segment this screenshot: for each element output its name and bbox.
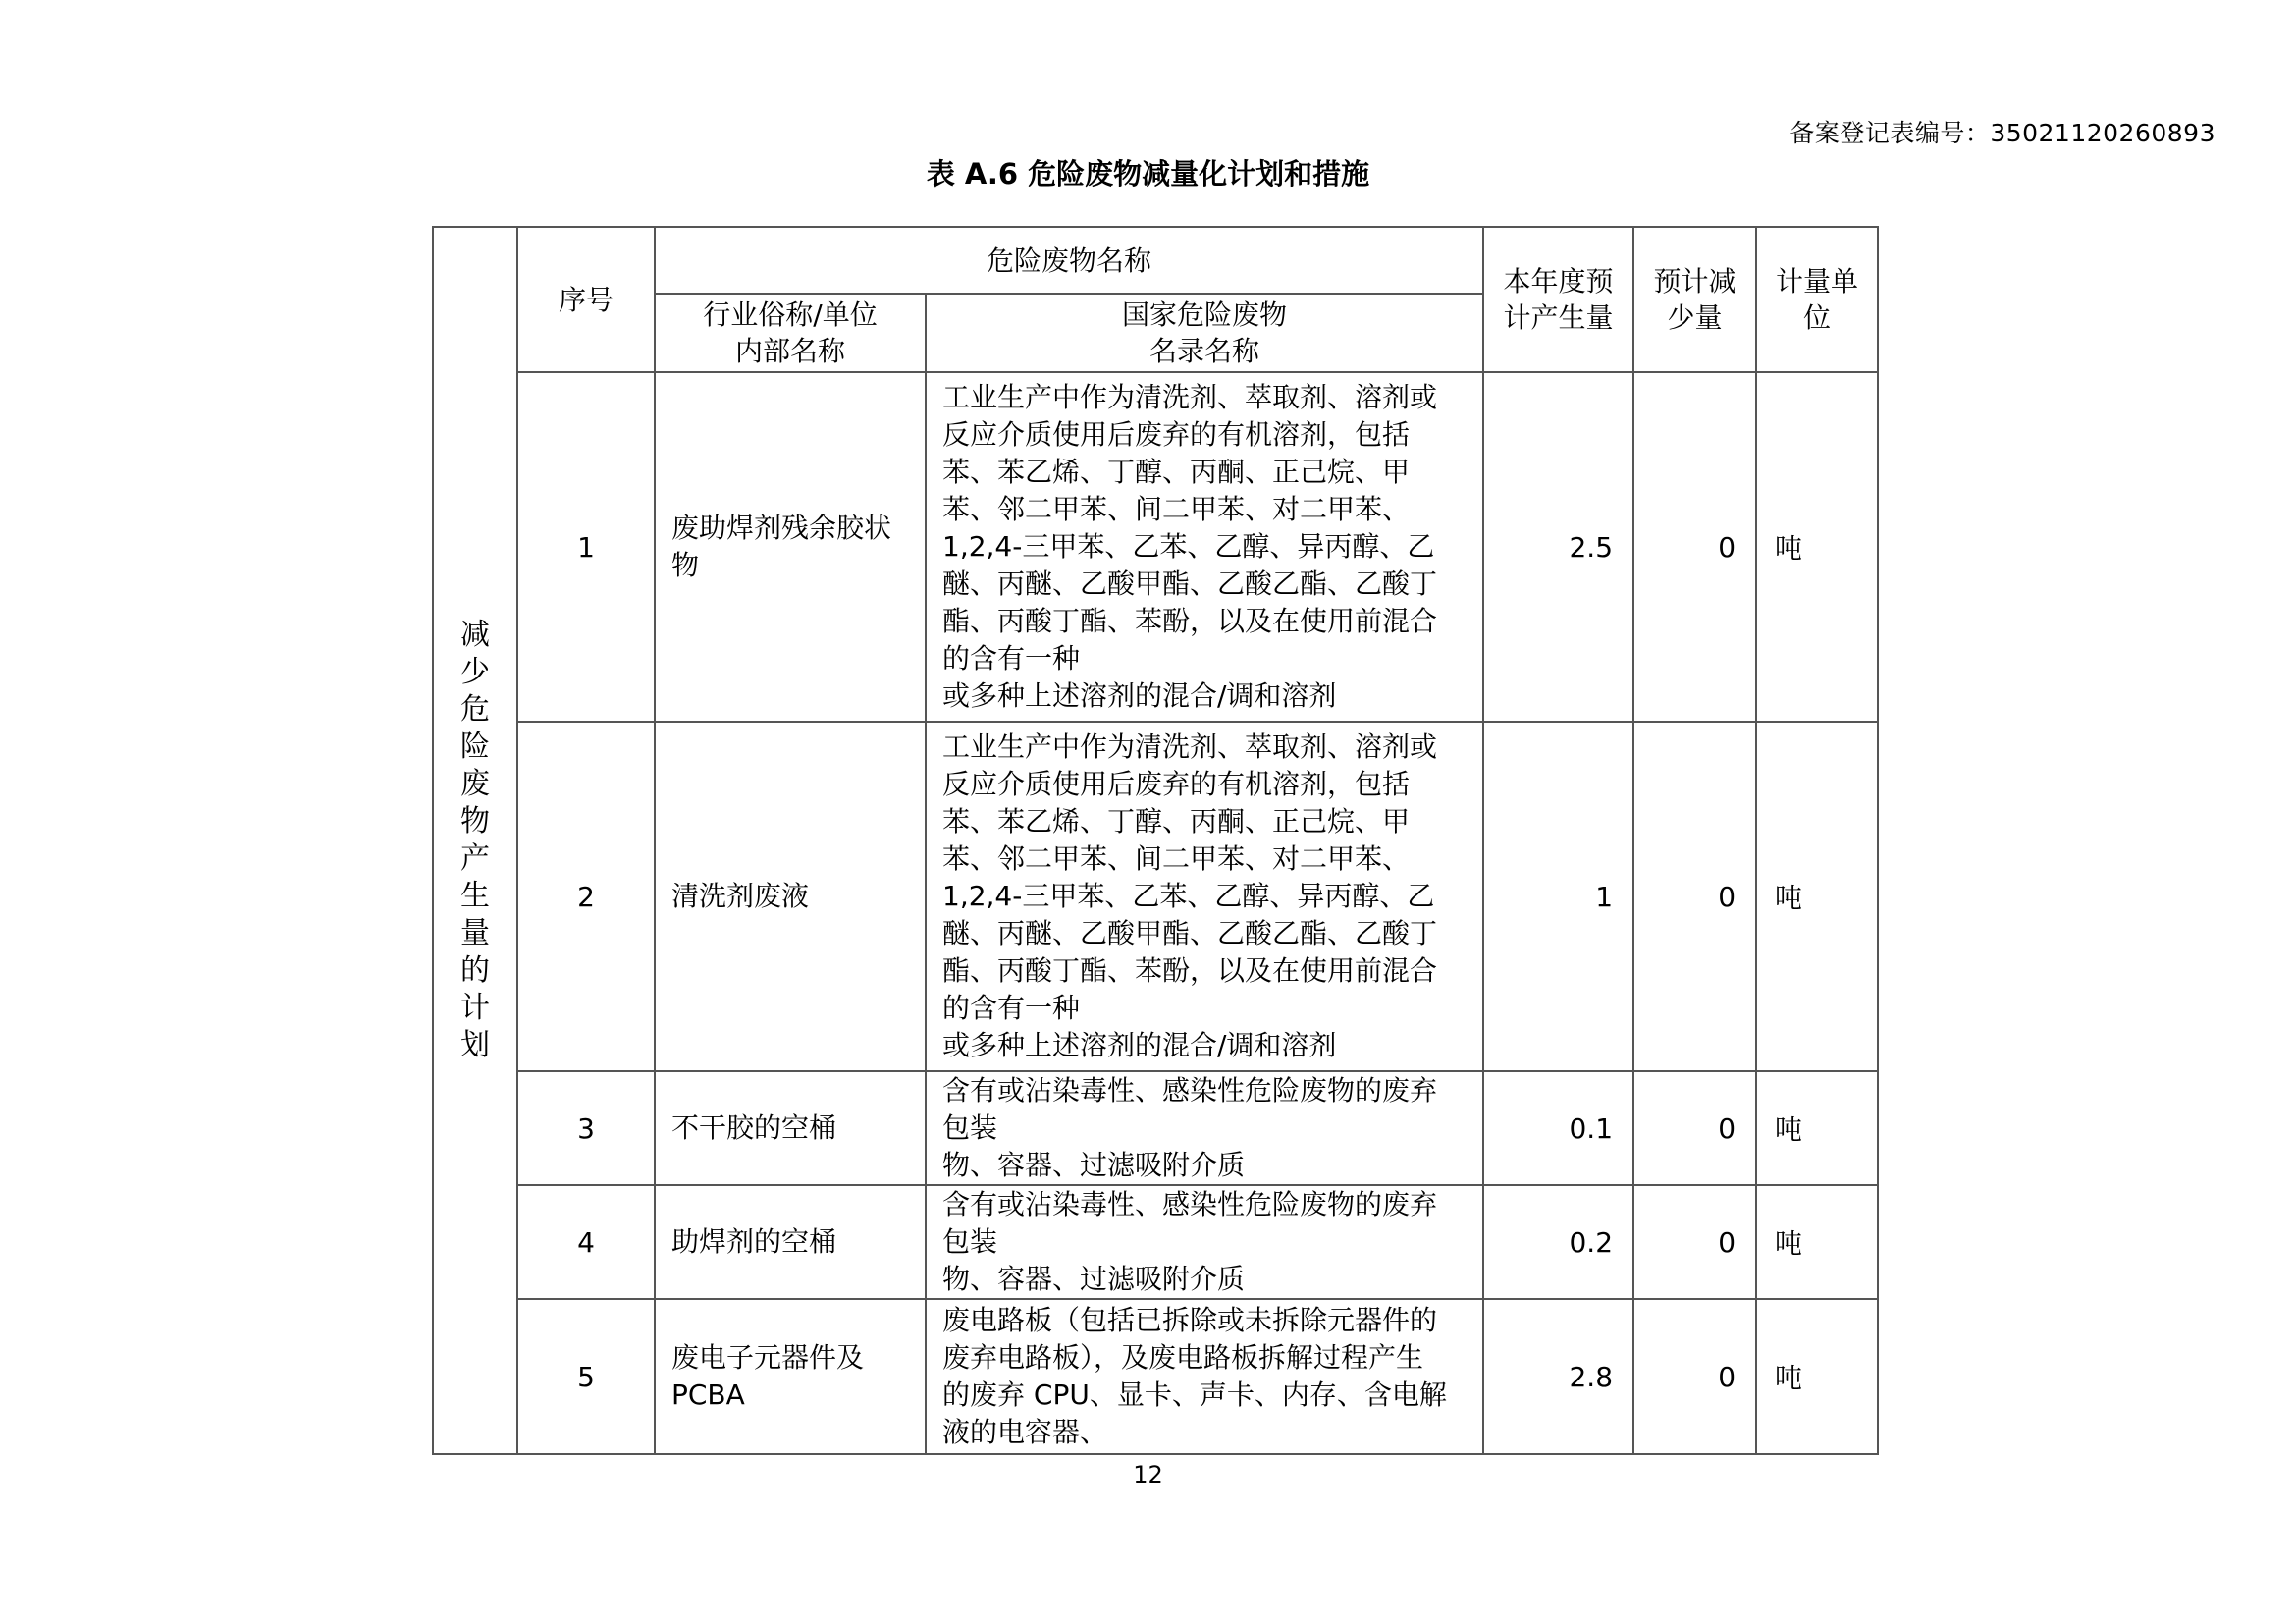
row-national-name (926, 1071, 1483, 1185)
table-row (433, 722, 1878, 1071)
table-row (433, 1299, 1878, 1454)
header-annual-output (1483, 227, 1633, 372)
row-seq: 4 (517, 1185, 655, 1299)
page-number: 12 (1133, 1461, 1163, 1489)
text-line: 苯、苯乙烯、丁醇、丙酮、正己烷、甲 (942, 456, 1411, 488)
text-line: 少量 (1667, 301, 1723, 334)
text-line: 废助焊剂残余胶状 (671, 512, 892, 544)
text-line: 酯、丙酸丁酯、苯酚，以及在使用前混合 (942, 954, 1438, 987)
side-label (434, 617, 516, 1064)
side-label-char: 计 (460, 991, 490, 1025)
text-line: 清洗剂废液 (671, 880, 810, 912)
text-line: 包装 (942, 1111, 998, 1144)
row-industry-name (655, 1185, 926, 1299)
text-line: 不干胶的空桶 (671, 1111, 837, 1144)
waste-reduction-table (432, 226, 1879, 1455)
row-unit: 吨 (1756, 372, 1878, 722)
text-line: 名录名称 (1149, 335, 1260, 367)
text-line: 或多种上述溶剂的混合/调和溶剂 (942, 679, 1337, 712)
row-annual-output: 2.5 (1483, 372, 1633, 722)
text-line: 苯、邻二甲苯、间二甲苯、对二甲苯、 (942, 842, 1411, 875)
side-label-cell (433, 227, 517, 1454)
text-line: 废电路板（包括已拆除或未拆除元器件的 (942, 1304, 1438, 1336)
row-seq: 1 (517, 372, 655, 722)
row-annual-output: 2.8 (1483, 1299, 1633, 1454)
text-line: 工业生产中作为清洗剂、萃取剂、溶剂或 (942, 731, 1438, 763)
side-label-char: 量 (460, 916, 490, 950)
text-line: 含有或沾染毒性、感染性危险废物的废弃 (942, 1074, 1438, 1107)
text-line: 液的电容器、 (942, 1416, 1108, 1448)
text-line: 1,2,4-三甲苯、乙苯、乙醇、异丙醇、乙 (942, 880, 1435, 912)
text-line: 苯、邻二甲苯、间二甲苯、对二甲苯、 (942, 493, 1411, 525)
text-line: 计量单 (1776, 265, 1859, 298)
text-line: 含有或沾染毒性、感染性危险废物的废弃 (942, 1188, 1438, 1220)
row-national-name (926, 372, 1483, 722)
row-national-name (926, 1299, 1483, 1454)
text-line: 物、容器、过滤吸附介质 (942, 1149, 1246, 1181)
row-industry-name (655, 722, 926, 1071)
text-line: 行业俗称/单位 (703, 298, 878, 331)
text-line: PCBA (671, 1379, 745, 1411)
row-national-name (926, 722, 1483, 1071)
row-annual-output: 0.1 (1483, 1071, 1633, 1185)
row-unit: 吨 (1756, 1299, 1878, 1454)
row-unit: 吨 (1756, 722, 1878, 1071)
header-expected-reduction (1633, 227, 1756, 372)
text-line: 的含有一种 (942, 992, 1081, 1024)
row-reduction: 0 (1633, 1299, 1756, 1454)
row-reduction: 0 (1633, 1185, 1756, 1299)
text-line: 或多种上述溶剂的混合/调和溶剂 (942, 1029, 1337, 1061)
text-line: 预计减 (1653, 265, 1736, 298)
text-line: 的废弃 CPU、显卡、声卡、内存、含电解 (942, 1379, 1447, 1411)
side-label-char: 生 (460, 879, 490, 913)
row-annual-output: 0.2 (1483, 1185, 1633, 1299)
side-label-char: 危 (460, 692, 490, 727)
table-row (433, 372, 1878, 722)
text-line: 反应介质使用后废弃的有机溶剂，包括 (942, 418, 1411, 451)
header-seq: 序号 (517, 227, 655, 372)
text-line: 国家危险废物 (1122, 298, 1288, 331)
table-title: 表 A.6 危险废物减量化计划和措施 (926, 157, 1370, 190)
side-label-char: 物 (460, 804, 490, 839)
text-line: 废电子元器件及 (671, 1341, 865, 1374)
text-line: 内部名称 (734, 335, 845, 367)
header-national-name (926, 294, 1483, 372)
text-line: 工业生产中作为清洗剂、萃取剂、溶剂或 (942, 381, 1438, 413)
header-industry-name (655, 294, 926, 372)
row-industry-name (655, 1299, 926, 1454)
text-line: 物 (671, 549, 700, 581)
row-unit: 吨 (1756, 1185, 1878, 1299)
text-line: 包装 (942, 1225, 998, 1258)
text-line: 醚、丙醚、乙酸甲酯、乙酸乙酯、乙酸丁 (942, 568, 1438, 600)
side-label-char: 险 (460, 730, 490, 764)
text-line: 废弃电路板），及废电路板拆解过程产生 (942, 1341, 1424, 1374)
text-line: 反应介质使用后废弃的有机溶剂，包括 (942, 768, 1411, 800)
text-line: 酯、丙酸丁酯、苯酚，以及在使用前混合 (942, 605, 1438, 637)
row-seq: 5 (517, 1299, 655, 1454)
table-row (433, 1185, 1878, 1299)
row-industry-name (655, 372, 926, 722)
text-line: 醚、丙醚、乙酸甲酯、乙酸乙酯、乙酸丁 (942, 917, 1438, 949)
text-line: 位 (1803, 301, 1832, 334)
side-label-char: 少 (460, 655, 490, 689)
registration-number: 备案登记表编号：35021120260893 (1789, 119, 2216, 147)
table-row (433, 1071, 1878, 1185)
row-seq: 2 (517, 722, 655, 1071)
row-national-name (926, 1185, 1483, 1299)
row-industry-name (655, 1071, 926, 1185)
text-line: 的含有一种 (942, 642, 1081, 675)
side-label-char: 划 (460, 1028, 490, 1062)
text-line: 1,2,4-三甲苯、乙苯、乙醇、异丙醇、乙 (942, 530, 1435, 563)
side-label-char: 减 (460, 618, 490, 652)
row-unit: 吨 (1756, 1071, 1878, 1185)
side-label-char: 废 (460, 767, 490, 801)
text-line: 物、容器、过滤吸附介质 (942, 1263, 1246, 1295)
row-annual-output: 1 (1483, 722, 1633, 1071)
text-line: 计产生量 (1503, 301, 1614, 334)
header-unit (1756, 227, 1878, 372)
text-line: 苯、苯乙烯、丁醇、丙酮、正己烷、甲 (942, 805, 1411, 838)
text-line: 本年度预 (1503, 265, 1614, 298)
header-waste-name: 危险废物名称 (655, 227, 1483, 294)
side-label-char: 的 (460, 953, 490, 988)
row-seq: 3 (517, 1071, 655, 1185)
text-line: 助焊剂的空桶 (671, 1225, 837, 1258)
row-reduction: 0 (1633, 722, 1756, 1071)
side-label-char: 产 (460, 841, 490, 876)
row-reduction: 0 (1633, 372, 1756, 722)
row-reduction: 0 (1633, 1071, 1756, 1185)
